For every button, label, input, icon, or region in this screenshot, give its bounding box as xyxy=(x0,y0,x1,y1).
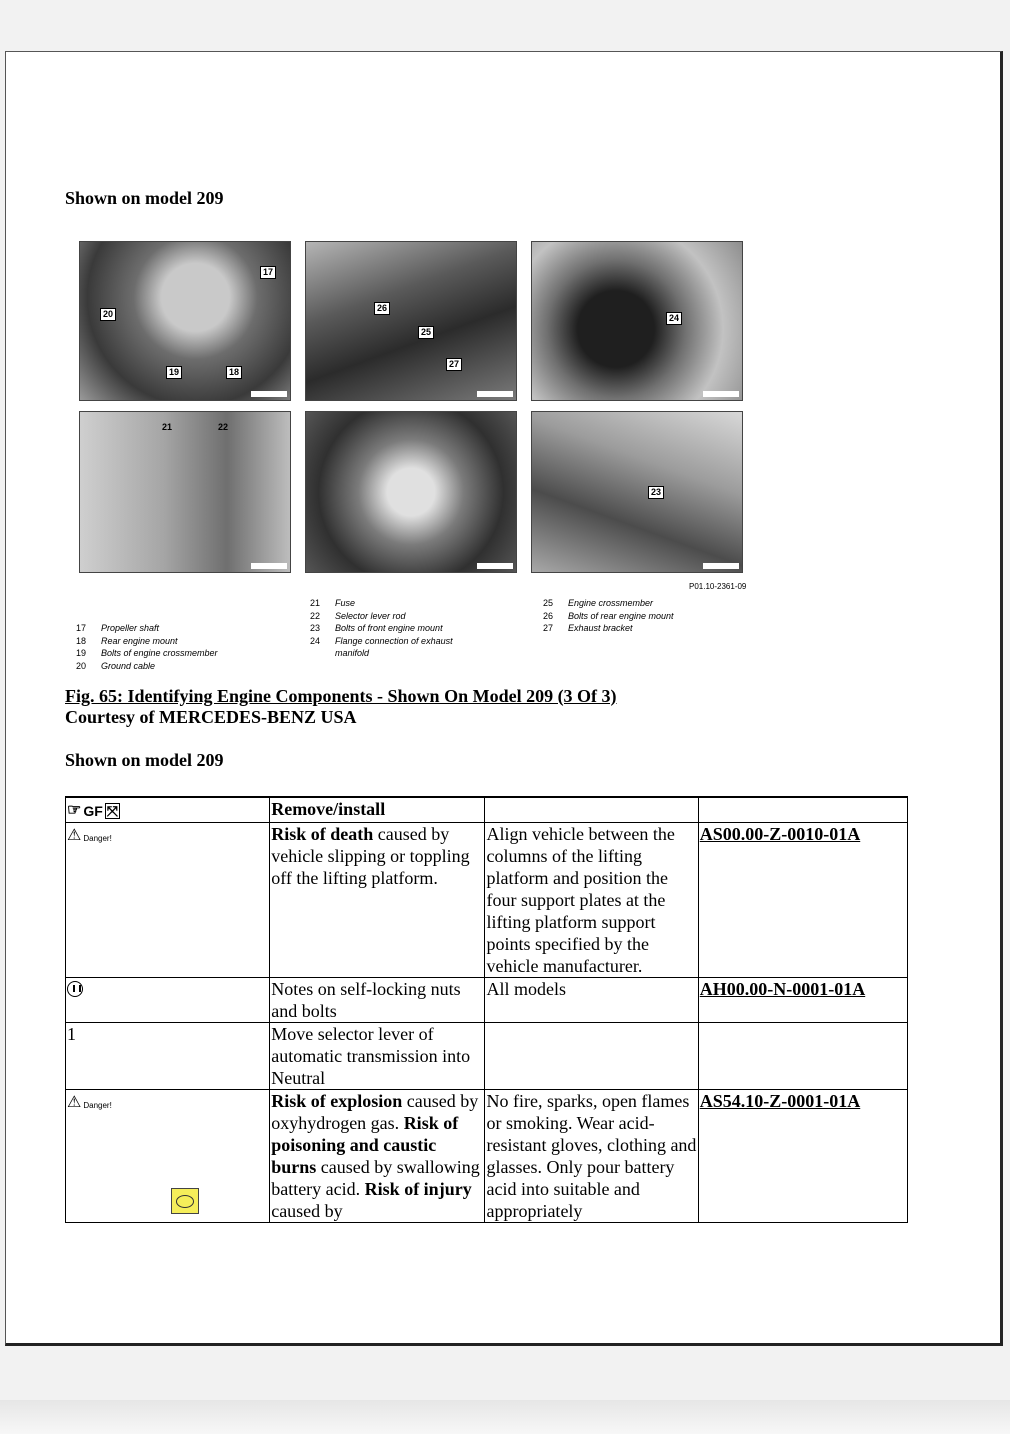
row-instruction: Align vehicle between the columns of the lifting platform and position the four support plates at the lifting platform support points specified by the vehicle manufacturer. xyxy=(485,823,698,978)
legend-item xyxy=(310,610,485,623)
comment-annotation-icon[interactable] xyxy=(171,1188,199,1214)
legend-num: 17 xyxy=(76,623,87,633)
photo-transmission-underside xyxy=(305,411,517,573)
legend-num: 19 xyxy=(76,648,87,658)
note-icon xyxy=(67,981,83,997)
legend-num: 18 xyxy=(76,635,87,646)
legend-item xyxy=(543,622,718,635)
legend-text: Engine crossmember xyxy=(568,598,654,608)
hazard-bold: Risk of poisoning and caustic burns xyxy=(271,1113,459,1177)
legend-num: 24 xyxy=(310,635,321,646)
photo-code xyxy=(251,391,287,397)
row-step-number: 1 xyxy=(66,1023,270,1090)
gf-label: GF xyxy=(83,803,103,819)
callout-17: 17 xyxy=(260,266,276,279)
callout-26: 26 xyxy=(374,302,390,315)
row-reference xyxy=(698,1023,907,1090)
hazard-text: caused by swallowing battery acid. xyxy=(271,1157,480,1199)
row-instruction: All models xyxy=(485,978,698,1023)
reference-link[interactable]: AH00.00-N-0001-01A xyxy=(699,979,866,999)
legend-item xyxy=(76,660,251,673)
hazard-text: caused by vehicle slipping or toppling off the lifting platform. xyxy=(271,824,470,888)
header-empty xyxy=(698,797,907,823)
callout-25: 25 xyxy=(418,326,434,339)
hazard-bold: Risk of injury xyxy=(364,1179,472,1199)
legend-right xyxy=(543,597,718,635)
photo-front-engine-mount xyxy=(531,411,743,573)
procedure-table xyxy=(65,796,908,1223)
legend-num: 22 xyxy=(310,610,321,621)
legend-text: Exhaust bracket xyxy=(568,623,633,633)
callout-19: 19 xyxy=(166,366,182,379)
expand-icon[interactable]: ⤧ xyxy=(106,803,118,819)
legend-text: Rear engine mount xyxy=(101,635,178,646)
row-icon-cell xyxy=(66,1090,270,1223)
row-description: Move selector lever of automatic transmission into Neutral xyxy=(270,1023,485,1090)
reference-link[interactable]: AS54.10-Z-0001-01A xyxy=(699,1091,861,1111)
speech-bubble-icon xyxy=(176,1195,194,1208)
table-header-row xyxy=(66,797,908,823)
danger-warning xyxy=(67,1095,112,1111)
callout-18: 18 xyxy=(226,366,242,379)
row-icon-cell xyxy=(66,978,270,1023)
header-icon-cell xyxy=(66,797,270,823)
document-page xyxy=(5,51,1003,1346)
danger-warning xyxy=(67,828,112,844)
gf-header xyxy=(67,800,120,822)
legend-left xyxy=(76,622,251,672)
callout-27: 27 xyxy=(446,358,462,371)
legend-text: Bolts of rear engine mount xyxy=(568,610,674,621)
legend-num: 21 xyxy=(310,598,321,608)
photo-engine-crossmember xyxy=(305,241,517,401)
legend-num: 27 xyxy=(543,623,554,633)
hazard-bold: Risk of explosion xyxy=(271,1091,403,1111)
legend-num: 23 xyxy=(310,623,321,633)
danger-label: Danger! xyxy=(83,1101,112,1110)
hazard-bold: Risk of death xyxy=(271,824,374,844)
danger-label: Danger! xyxy=(83,834,112,843)
callout-23: 23 xyxy=(648,486,664,499)
legend-text: Fuse xyxy=(335,598,356,608)
legend-text: Flange connection of exhaust manifold xyxy=(335,635,453,658)
row-reference xyxy=(698,978,907,1023)
table-row xyxy=(66,823,908,978)
header-empty xyxy=(485,797,698,823)
photo-code xyxy=(477,563,513,569)
callout-21: 21 xyxy=(162,422,173,432)
page-bottom-blank xyxy=(6,1230,1003,1346)
figure-photo-grid xyxy=(79,241,751,572)
callout-24: 24 xyxy=(666,312,682,325)
figure-courtesy: Courtesy of MERCEDES-BENZ USA xyxy=(65,707,357,727)
row-instruction xyxy=(485,1023,698,1090)
legend-item xyxy=(543,610,718,623)
viewer-background xyxy=(0,1400,1010,1434)
legend-item xyxy=(76,647,251,660)
photo-fuse-selector-rod xyxy=(79,411,291,573)
row-description xyxy=(270,1090,485,1223)
row-description xyxy=(270,823,485,978)
legend-text: Selector lever rod xyxy=(335,610,406,621)
legend-text: Propeller shaft xyxy=(101,623,160,633)
row-icon-cell xyxy=(66,823,270,978)
row-description: Notes on self-locking nuts and bolts xyxy=(270,978,485,1023)
table-row xyxy=(66,978,908,1023)
legend-num: 20 xyxy=(76,660,87,671)
hazard-text: caused by oxyhydrogen gas. xyxy=(271,1091,479,1133)
figure-title-link[interactable]: Fig. 65: Identifying Engine Components - Shown On Model 209 (3 Of 3) xyxy=(65,686,617,706)
legend-item xyxy=(543,597,718,610)
photo-code xyxy=(477,391,513,397)
legend-text: Ground cable xyxy=(101,660,156,671)
row-reference xyxy=(698,823,907,978)
warning-triangle-icon: ⚠ xyxy=(67,827,82,844)
photo-code xyxy=(703,563,739,569)
row-reference xyxy=(698,1090,907,1223)
callout-20: 20 xyxy=(100,308,116,321)
hazard-text: caused by xyxy=(271,1201,343,1221)
table-row xyxy=(66,1023,908,1090)
photo-exhaust-flange xyxy=(531,241,743,401)
caption-model-top: Shown on model 209 xyxy=(65,188,224,208)
reference-link[interactable]: AS00.00-Z-0010-01A xyxy=(699,824,861,844)
photo-code xyxy=(251,563,287,569)
caption-model-mid: Shown on model 209 xyxy=(65,750,224,770)
legend-item xyxy=(76,622,251,635)
legend-num: 26 xyxy=(543,610,554,621)
legend-middle xyxy=(310,597,485,660)
photo-propeller-shaft xyxy=(79,241,291,401)
warning-triangle-icon: ⚠ xyxy=(67,1094,82,1111)
legend-item xyxy=(310,622,485,635)
legend-text: Bolts of front engine mount xyxy=(335,623,443,633)
legend-item xyxy=(310,597,485,610)
photo-code xyxy=(703,391,739,397)
figure-code: P01.10-2361-09 xyxy=(689,582,747,591)
callout-22: 22 xyxy=(218,422,229,432)
legend-item xyxy=(76,635,251,648)
legend-num: 25 xyxy=(543,598,554,608)
header-title: Remove/install xyxy=(270,797,485,823)
legend-text: Bolts of engine crossmember xyxy=(101,648,218,658)
pointing-hand-icon: ☞ xyxy=(67,802,82,819)
legend-item xyxy=(310,635,485,660)
row-instruction: No fire, sparks, open flames or smoking. Wear acid-resistant gloves, clothing and glasses. Only pour battery acid into suitable and appropriately xyxy=(486,1091,697,1221)
